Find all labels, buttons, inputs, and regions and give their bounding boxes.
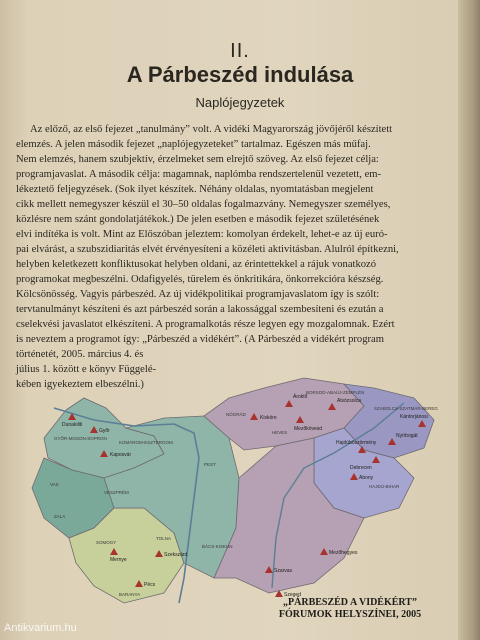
- region-label: SZABOLCS-SZATMÁR-BEREG: [374, 406, 438, 411]
- body-line: Kölcsönösség. Vagyis párbeszéd. Az új vidékpolitikai programjavaslatom így is szólt:: [16, 289, 380, 300]
- body-line: Az előző, az első fejezet „tanulmány” volt. A vidéki Magyarország jövőjéről készített: [30, 124, 393, 135]
- chapter-subtitle: Naplójegyzetek: [195, 95, 285, 110]
- body-line: közlésre nem szánt gondolatjátékok.) De jelen esetben e második fejezet születésének: [16, 214, 380, 225]
- place-label: Mezőhegyes: [329, 550, 358, 556]
- place-label: Nyírbogát: [396, 433, 418, 439]
- region-label: BARANYA: [119, 592, 141, 597]
- place-label: Szarvas: [274, 568, 293, 574]
- place-label: Győr: [99, 428, 110, 434]
- region-label: PEST: [204, 462, 216, 467]
- place-label: Szekszárd: [164, 552, 188, 558]
- region-label: NÓGRÁD: [226, 412, 246, 417]
- body-line: is neveztem a programot így: „Párbeszéd a vidékért”. (A Párbeszéd a vidékért program: [16, 334, 384, 345]
- place-label: Kántorjánosi: [400, 414, 428, 420]
- region-label: VAS: [50, 482, 59, 487]
- body-line: helyben keletkezett konfliktusokat helyben oldani, az érintettekkel a rájuk vonatkozó: [16, 259, 377, 270]
- body-line: július 1. között e könyv Függelé-: [16, 364, 157, 375]
- place-label: Mernye: [110, 557, 127, 563]
- region-label: HEVES: [272, 430, 288, 435]
- marker-abony: [350, 473, 374, 481]
- marker-kiskore: [250, 413, 277, 421]
- region-label: GYŐR-MOSON-SOPRON: [54, 436, 107, 441]
- place-label: Debrecen: [350, 465, 372, 471]
- place-label: Ároktő: [293, 394, 308, 400]
- chapter-number: II.: [230, 40, 250, 62]
- hungary-map: [14, 358, 454, 628]
- body-line: kében igyekeztem elbeszélni.): [16, 379, 144, 390]
- marker-szarvas: [265, 566, 293, 574]
- watermark: Antikvarium.hu: [4, 622, 77, 634]
- body-line: cselekvési javaslatot elkészíteni. A programalkotás része legyen egy mozgalomnak. Ezért: [16, 319, 395, 330]
- region-label: SOMOGY: [96, 540, 117, 545]
- place-label: Pécs: [144, 582, 156, 588]
- body-line: pai elvárást, a szubszidiaritás elvét érvényesíteni a közéleti aktivitásban. Alulról építkezni,: [16, 244, 399, 255]
- body-line: programjavaslat. A második célja: magamnak, naplómba rendszertelenül vezetett, em-: [16, 169, 382, 180]
- place-label: Abony: [359, 475, 374, 481]
- place-label: Hajdúböszörmény: [336, 440, 377, 446]
- place-label: Kaposvár: [110, 452, 132, 458]
- body-line: lékeztető feljegyzések. (Sok ilyet készítek. Néhány oldalas, nyomtatásban megjelent: [16, 184, 374, 195]
- place-label: Kisköre: [260, 415, 277, 421]
- place-label: Szeged: [284, 592, 301, 598]
- body-line: Nem elemzés, hanem szubjektív, érzelmeket sem elrejtő szöveg. Az első fejezet célja:: [16, 154, 379, 165]
- map-caption: [250, 597, 450, 621]
- map-caption-line: „PÁRBESZÉD A VIDÉKÉRT”: [283, 597, 417, 608]
- body-line: elvi indítéka is volt. Mint az Előszóban jeleztem: komolyan érdekelt, lehet-e az új euró-: [16, 229, 388, 240]
- body-line: történetét, 2005. március 4. és: [16, 349, 144, 360]
- body-line: cikk mellett nemegyszer készül el 30–50 oldalas fogalmazvány. Nemegyszer személyes,: [16, 199, 391, 210]
- place-label: Mezőkövesd: [294, 426, 323, 432]
- body-text: [16, 122, 452, 392]
- body-line: tervtanulmányt készíteni és azt párbeszéd során a lakossággal szembesíteni és ezután a: [16, 304, 384, 315]
- map-caption-line: FÓRUMOK HELYSZÍNEI, 2005: [278, 609, 422, 620]
- region-label: BÁCS-KISKUN: [202, 544, 233, 549]
- place-label: Alsózsolca: [337, 398, 361, 404]
- region-label: TOLNA: [156, 536, 171, 541]
- region-label: BORSOD-ABAÚJ-ZEMPLÉN: [306, 390, 365, 395]
- region-label: KOMÁROM-ESZTERGOM: [119, 440, 173, 445]
- body-line: elemzés. A jelen második fejezet „naplójegyzeteket” tartalmaz. Egészen más műfaj.: [16, 139, 371, 150]
- place-label: Dunakiliti: [62, 422, 83, 428]
- region-label: VESZPRÉM: [104, 490, 129, 495]
- chapter-title: A Párbeszéd indulása: [126, 62, 354, 87]
- region-label: ZALA: [54, 514, 66, 519]
- body-line: programokat megbeszélni. Odafigyelés, türelem és önkritikára, önkorrekcióra készség.: [16, 274, 384, 285]
- region-label: HAJDÚ-BIHAR: [369, 484, 400, 489]
